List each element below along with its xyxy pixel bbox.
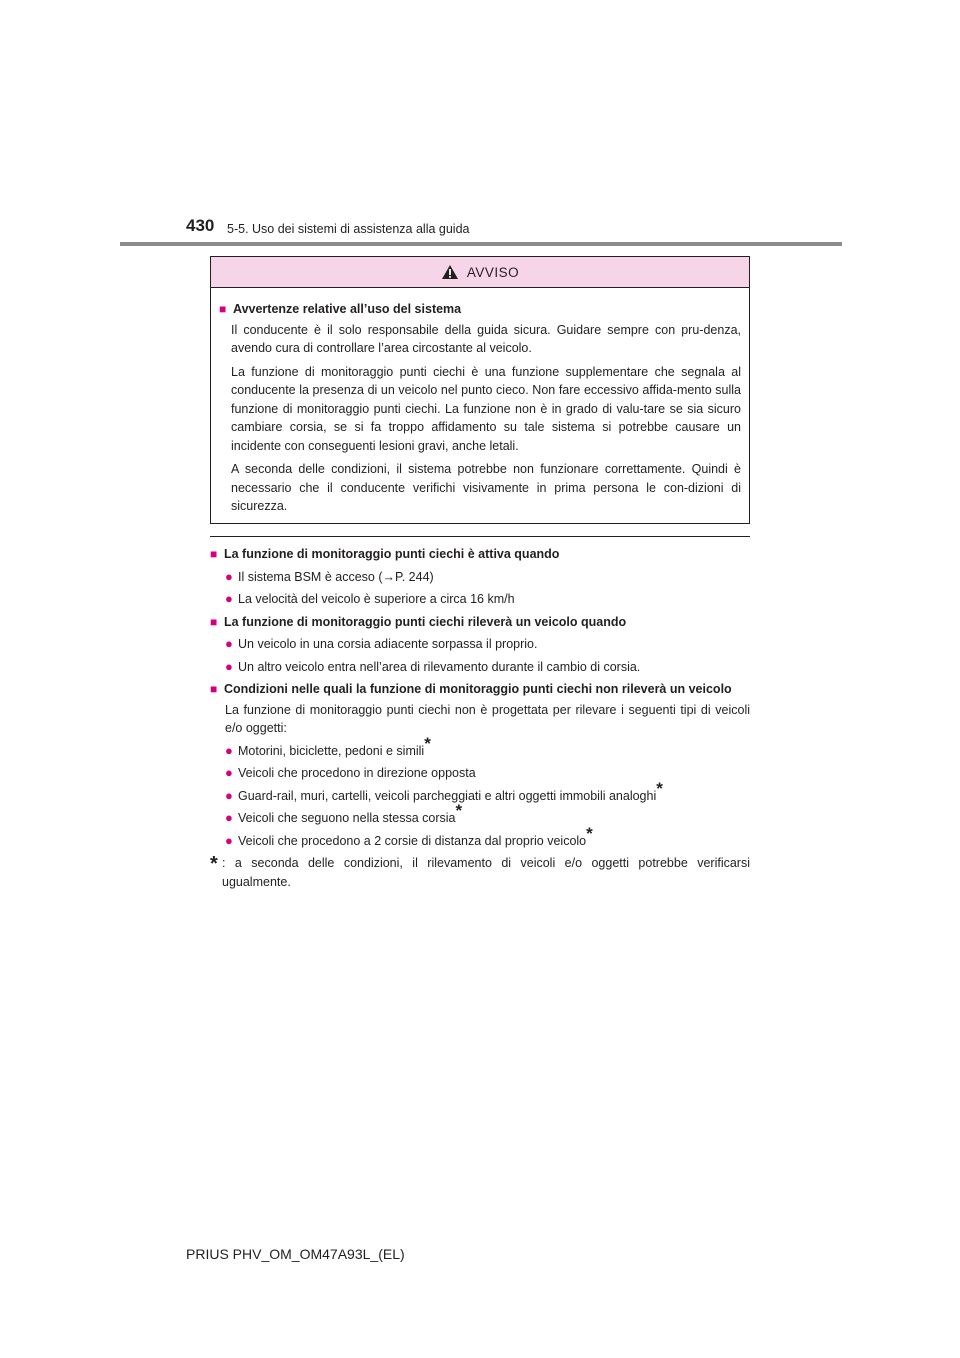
list-item-text: Veicoli che procedono a 2 corsie di distanza dal proprio veicolo bbox=[238, 833, 587, 848]
square-bullet-icon: ■ bbox=[219, 302, 227, 316]
section-intro: La funzione di monitoraggio punti ciechi non è progettata per rilevare i seguenti tipi di veicoli e/o oggetti: bbox=[225, 702, 750, 735]
warning-body bbox=[211, 288, 749, 516]
list-item bbox=[225, 635, 750, 654]
list-item bbox=[225, 658, 750, 677]
main-content bbox=[210, 536, 750, 891]
square-bullet-icon: ■ bbox=[210, 547, 218, 561]
list-item-text: Veicoli che procedono in direzione opposta bbox=[238, 766, 476, 780]
round-bullet-icon: ● bbox=[225, 765, 233, 780]
warning-header bbox=[211, 257, 749, 288]
footnote-text: : a seconda delle condizioni, il rilevamento di veicoli e/o oggetti potrebbe verificarsi ugualmente. bbox=[222, 856, 750, 889]
square-bullet-icon: ■ bbox=[210, 682, 218, 696]
footnote-marker: * bbox=[455, 801, 463, 820]
footnote-star: * bbox=[210, 853, 218, 875]
list-item bbox=[225, 733, 750, 761]
list-item-text: Il sistema BSM è acceso (→P. 244) bbox=[238, 569, 434, 584]
section-heading-text: La funzione di monitoraggio punti ciechi rileverà un veicolo quando bbox=[224, 614, 627, 629]
header-rule bbox=[120, 242, 842, 246]
page-number: 430 bbox=[186, 216, 215, 235]
warning-paragraph: A seconda delle condizioni, il sistema potrebbe non funzionare correttamente. Quindi è necessario che il conducente verifichi visivamente in prima persona le con-dizioni di sicurezza. bbox=[231, 462, 741, 513]
footnote bbox=[210, 854, 750, 891]
round-bullet-icon: ● bbox=[225, 658, 233, 674]
warning-paragraph: La funzione di monitoraggio punti ciechi è una funzione supplementare che segnala al conducente la presenza di un veicolo nel punto cieco. Non fare eccessivo affida-mento sulla funzione di monitoraggio punti ciechi. La funzione non è in grado di valu-tare se sia sicuro cambiare corsia, se si fa troppo affidamento su tale sistema si potrebbe causare un incidente con conseguenti lesioni gravi, anche letali. bbox=[231, 364, 741, 453]
list-item-text: Un veicolo in una corsia adiacente sorpassa il proprio. bbox=[238, 637, 538, 651]
warning-box bbox=[210, 256, 750, 524]
list-item-text: Guard-rail, muri, cartelli, veicoli parcheggiati e altri oggetti immobili analoghi bbox=[238, 788, 657, 803]
round-bullet-icon: ● bbox=[225, 568, 233, 584]
warning-heading-text: Avvertenze relative all’uso del sistema bbox=[233, 302, 462, 316]
page-code: PRIUS PHV_OM_OM47A93L_(EL) bbox=[186, 1246, 405, 1262]
warning-triangle-icon bbox=[441, 264, 459, 280]
list-item-text: Motorini, biciclette, pedoni e simili bbox=[238, 743, 425, 758]
warning-title: AVVISO bbox=[466, 264, 520, 280]
section-heading bbox=[210, 680, 750, 699]
list-item bbox=[225, 801, 750, 828]
list-item-text: Un altro veicolo entra nell’area di rilevamento durante il cambio di corsia. bbox=[238, 659, 641, 674]
list-item bbox=[225, 778, 750, 806]
round-bullet-icon: ● bbox=[225, 742, 233, 758]
section-title: 5-5. Uso dei sistemi di assistenza alla guida bbox=[227, 222, 470, 236]
list-item bbox=[225, 590, 750, 609]
warning-paragraph: Il conducente è il solo responsabile della guida sicura. Guidare sempre con pru-denza, avendo cura di controllare l’area circostante al veicolo. bbox=[231, 322, 741, 355]
footnote-marker: * bbox=[424, 733, 431, 753]
round-bullet-icon: ● bbox=[225, 810, 233, 825]
round-bullet-icon: ● bbox=[225, 591, 233, 606]
warning-heading bbox=[219, 300, 741, 319]
round-bullet-icon: ● bbox=[225, 636, 233, 651]
section-heading bbox=[210, 545, 750, 564]
list-item-text: La velocità del veicolo è superiore a circa 16 km/h bbox=[238, 592, 515, 606]
list-item bbox=[225, 764, 750, 783]
section-heading-text: Condizioni nelle quali la funzione di monitoraggio punti ciechi non rileverà un veicolo bbox=[224, 682, 732, 696]
list-item bbox=[225, 568, 750, 587]
list-item bbox=[225, 823, 750, 851]
section-heading-text: La funzione di monitoraggio punti ciechi è attiva quando bbox=[224, 547, 560, 561]
footnote-marker: * bbox=[656, 778, 663, 798]
section-heading bbox=[210, 613, 750, 632]
square-bullet-icon: ■ bbox=[210, 614, 218, 629]
content-rule bbox=[210, 536, 750, 537]
list-item-text: Veicoli che seguono nella stessa corsia bbox=[238, 811, 456, 825]
round-bullet-icon: ● bbox=[225, 832, 233, 848]
round-bullet-icon: ● bbox=[225, 787, 233, 803]
footnote-marker: * bbox=[586, 823, 593, 843]
